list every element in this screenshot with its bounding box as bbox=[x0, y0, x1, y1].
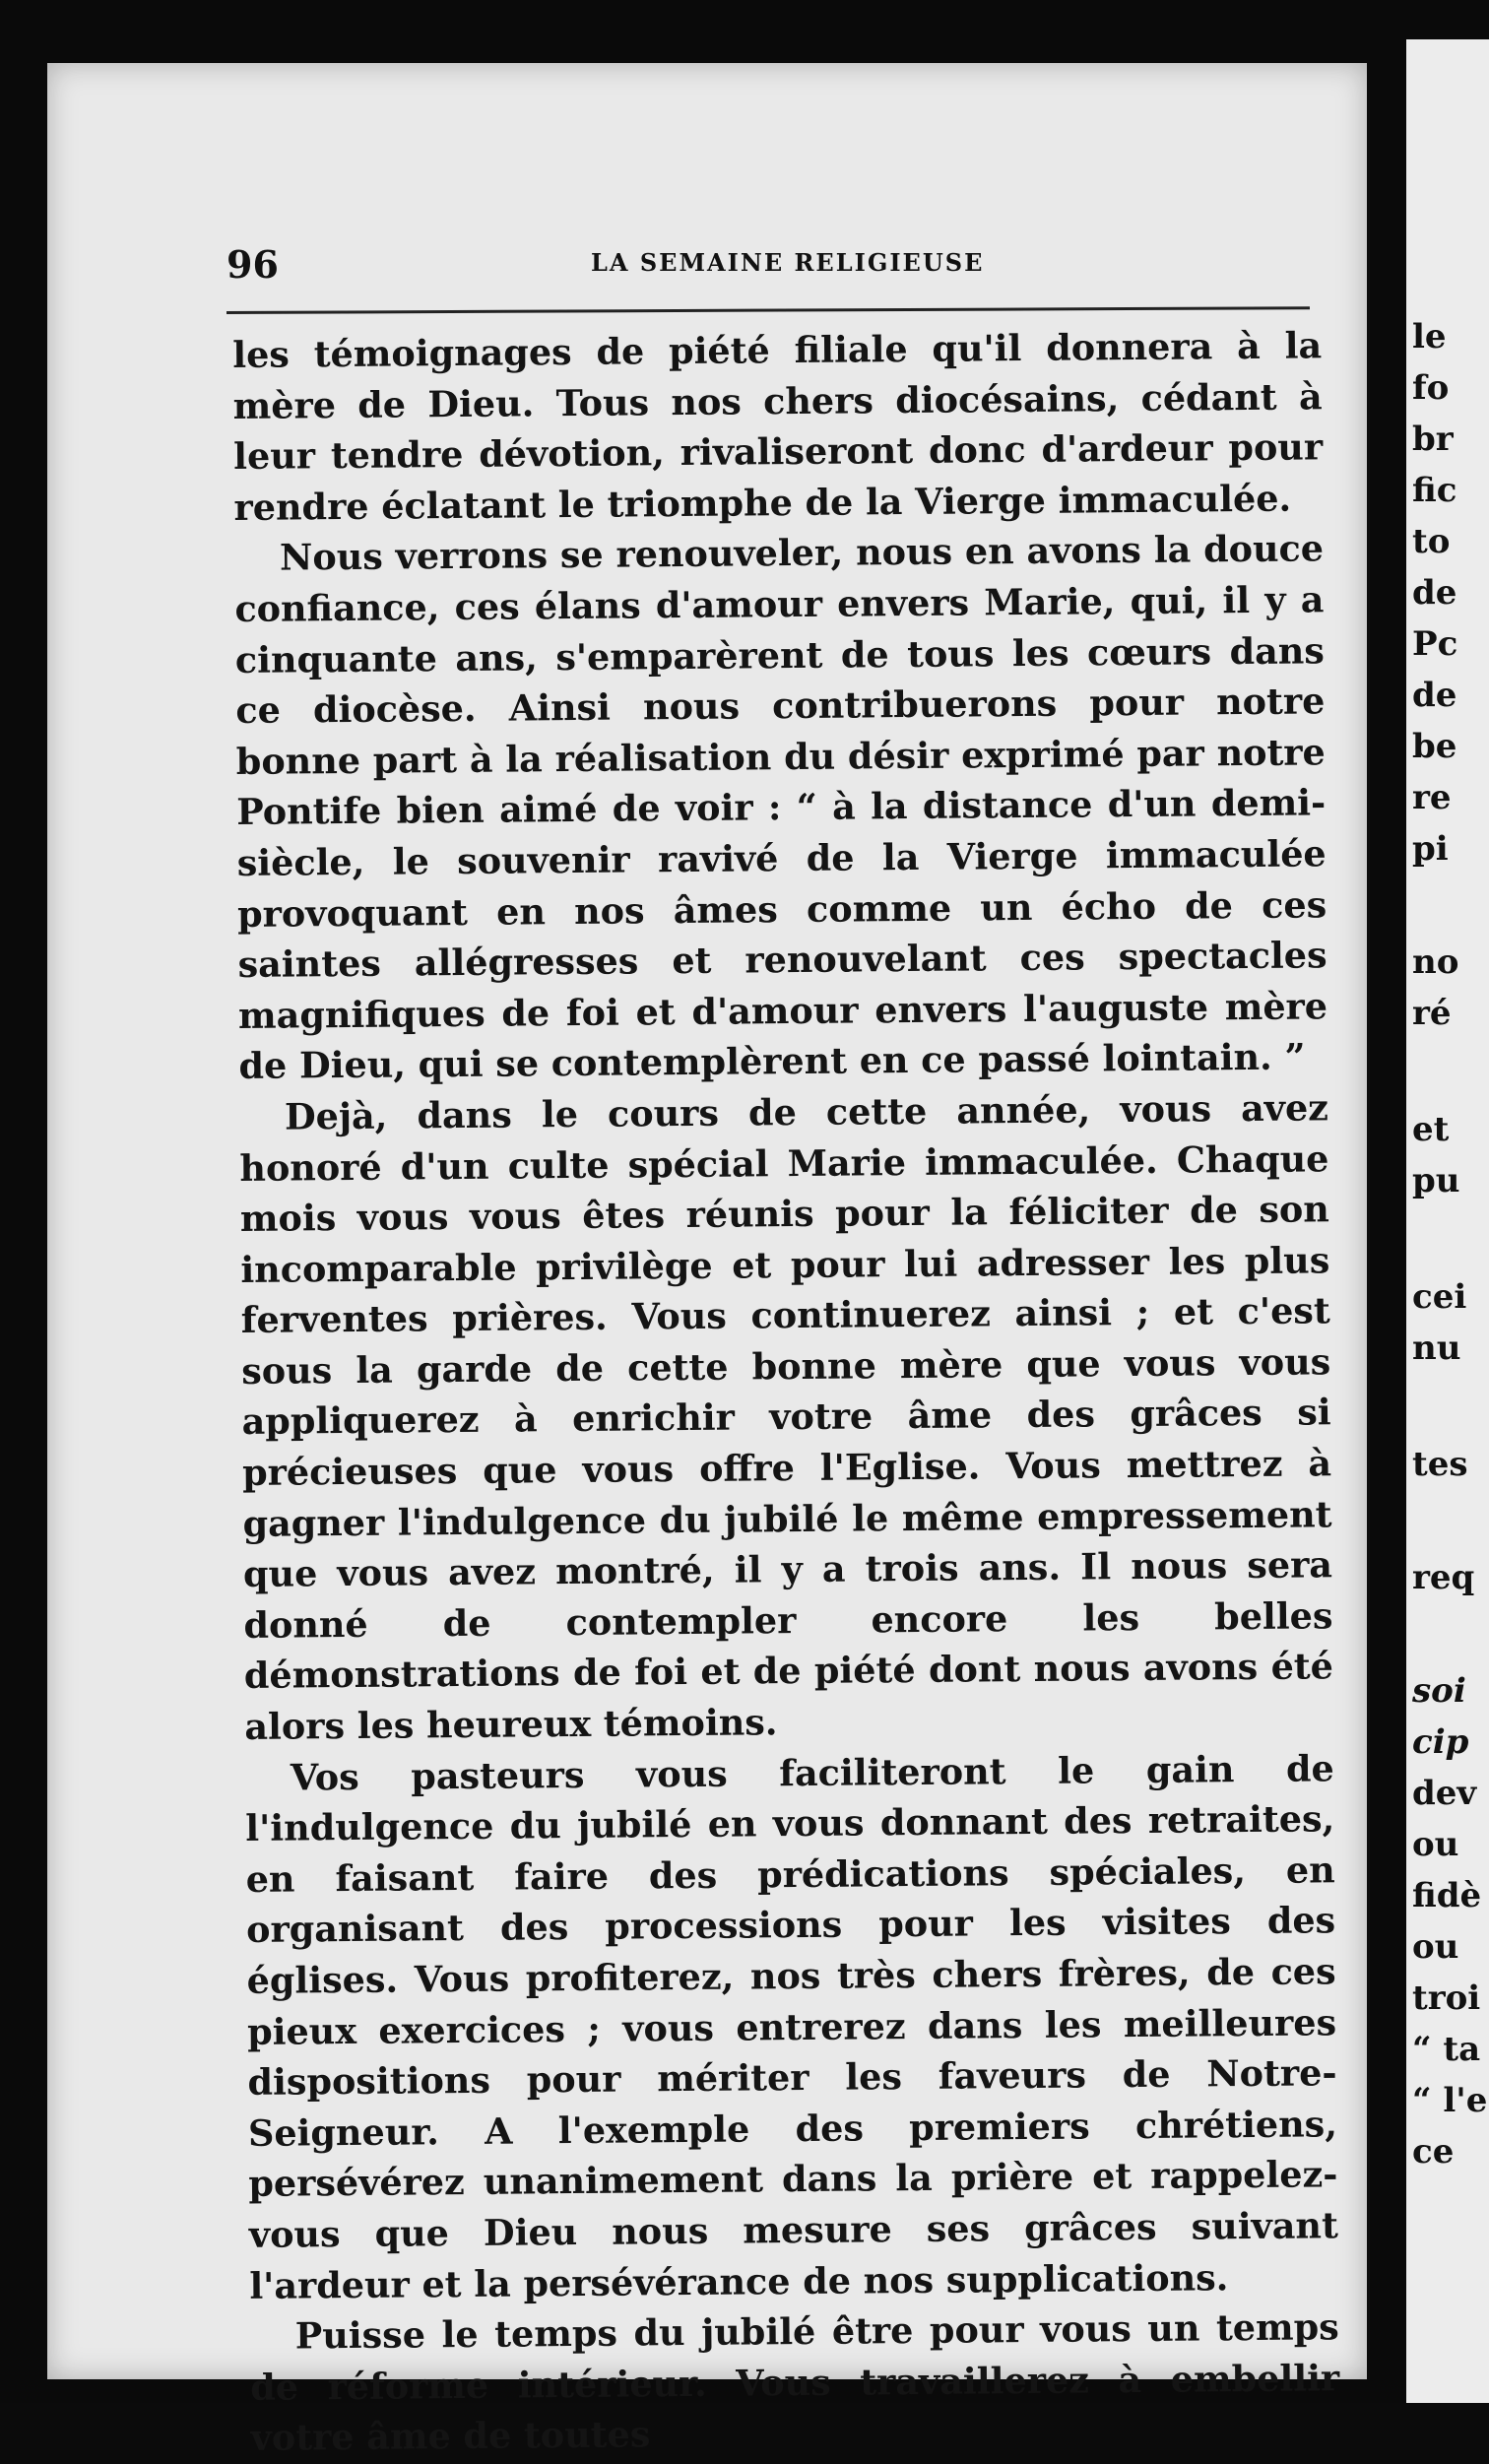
body-text bbox=[232, 320, 1340, 2464]
facing-fragment: re bbox=[1412, 778, 1452, 817]
facing-fragment: “ ta bbox=[1412, 2030, 1481, 2069]
paragraph: Puisse le temps du jubilé être pour vous un temps de réforme intérieur. Vous travaillerez à embellir votre âme de toutes bbox=[250, 2305, 1340, 2460]
facing-fragment: cei bbox=[1412, 1277, 1467, 1317]
facing-fragment: de bbox=[1412, 573, 1457, 613]
facing-fragment: be bbox=[1412, 727, 1457, 766]
facing-fragment: no bbox=[1412, 942, 1459, 982]
facing-fragment: de bbox=[1412, 676, 1457, 715]
running-title: LA SEMAINE RELIGIEUSE bbox=[591, 248, 985, 277]
facing-fragment: pu bbox=[1412, 1161, 1460, 1200]
page-number: 96 bbox=[227, 242, 279, 287]
facing-fragment: soi bbox=[1412, 1671, 1466, 1711]
facing-fragment: et bbox=[1412, 1110, 1450, 1149]
facing-fragment: pi bbox=[1412, 829, 1449, 869]
facing-fragment: “ l'e bbox=[1412, 2081, 1488, 2120]
facing-fragment: tes bbox=[1412, 1445, 1468, 1484]
facing-fragment: troi bbox=[1412, 1978, 1481, 2018]
facing-fragment: ou bbox=[1412, 1927, 1459, 1967]
facing-fragment: cip bbox=[1412, 1722, 1469, 1762]
paragraph: les témoignages de piété filiale qu'il donnera à la mère de Dieu. Tous nos chers diocésains, cédant à leur tendre dévotion, rivaliseront donc d'ardeur pour rendre éclatant le triomphe de la Vierge immaculée. bbox=[232, 324, 1324, 529]
running-header bbox=[227, 234, 1310, 293]
facing-fragment: dev bbox=[1412, 1774, 1477, 1813]
paragraph: Nous verrons se renouveler, nous en avons la douce confiance, ces élans d'amour envers Marie, qui, il y a cinquante ans, s'emparèrent de tous les cœurs dans ce diocèse. Ainsi nous contribuerons pour notre bonne part à la réalisation du désir exprimé par notre Pontife bien aimé de voir : “ à la distance d'un demi-siècle, le souvenir ravivé de la Vierge immaculée provoquant en nos âmes comme un écho de ces saintes allégresses et renouvelant ces spectacles magnifiques de foi et d'amour envers l'auguste mère de Dieu, qui se contemplèrent en ce passé lointain. ” bbox=[234, 527, 1328, 1088]
facing-fragment: Pc bbox=[1412, 624, 1458, 664]
facing-fragment: br bbox=[1412, 420, 1454, 459]
facing-fragment: nu bbox=[1412, 1329, 1461, 1368]
paragraph: Vos pasteurs vous faciliteront le gain de l'indulgence du jubilé en vous donnant des retraites, en faisant faire des prédications spéciales, en organisant des processions pour les visites des églises. Vous profiterez, nos très chers frères, de ces pieux exercices ; vous entrerez dans les meilleures dispositions pour mériter les faveurs de Notre-Seigneur. A l'exemple des premiers chrétiens, persévérez unanimement dans la prière et rappelez-vous que Dieu nous mesure ses grâces suivant l'ardeur et la persévérance de nos supplications. bbox=[245, 1746, 1339, 2307]
facing-fragment: fo bbox=[1412, 368, 1450, 408]
facing-fragment: ré bbox=[1412, 994, 1452, 1033]
facing-fragment: fidè bbox=[1412, 1876, 1482, 1915]
facing-fragment: le bbox=[1412, 317, 1447, 357]
facing-fragment: fic bbox=[1412, 471, 1457, 510]
facing-fragment: ou bbox=[1412, 1825, 1459, 1864]
paragraph: Dejà, dans le cours de cette année, vous avez honoré d'un culte spécial Marie immaculée. Chaque mois vous vous êtes réunis pour la féliciter de son incomparable privilège et pour lui adresser les plus ferventes prières. Vous continuerez ainsi ; et c'est sous la garde de cette bonne mère que vous vous appliquerez à enrichir votre âme des grâces si précieuses que vous offre l'Eglise. Vous mettrez à gagner l'indulgence du jubilé le même empressement que vous avez montré, il y a trois ans. Il nous sera donné de contempler encore les belles démonstrations de foi et de piété dont nous avons été alors les heureux témoins. bbox=[239, 1086, 1334, 1748]
facing-page-edge bbox=[1406, 39, 1489, 2403]
facing-fragment: req bbox=[1412, 1558, 1475, 1597]
facing-fragment: ce bbox=[1412, 2132, 1455, 2172]
facing-fragment: to bbox=[1412, 522, 1451, 561]
